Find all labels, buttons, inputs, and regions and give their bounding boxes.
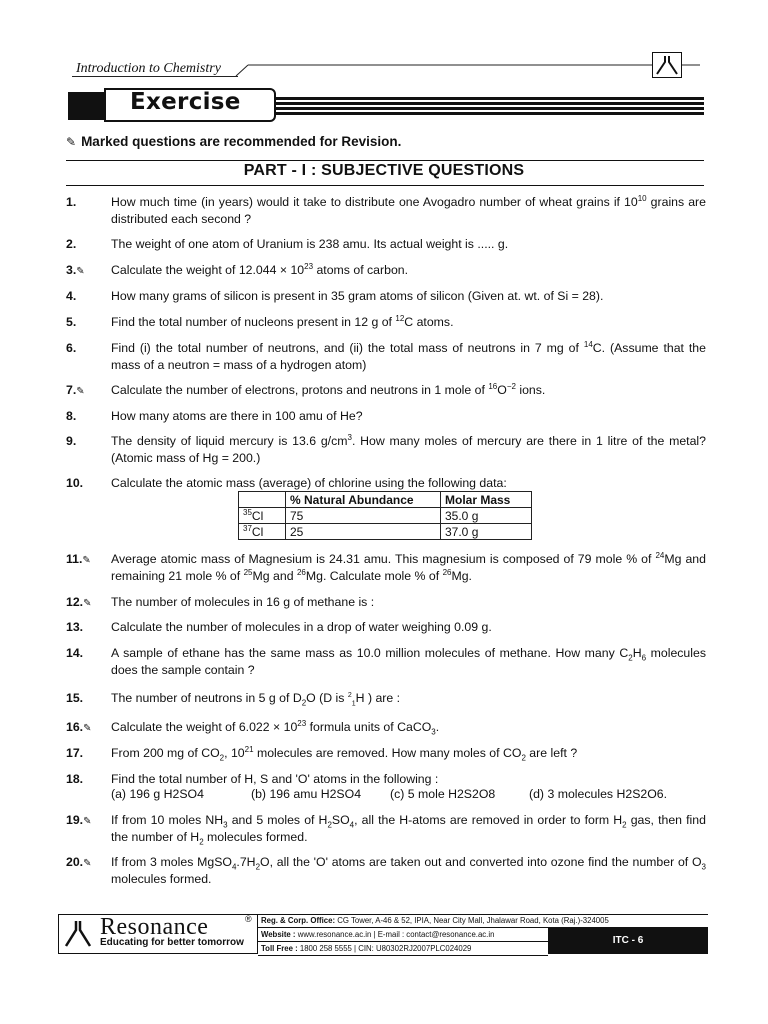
- pencil-icon: ✎: [66, 135, 77, 149]
- molar-mass-cell: 37.0 g: [441, 524, 532, 540]
- part-rule-top: [66, 160, 704, 161]
- header-slant-rule: [236, 64, 700, 77]
- question-20: 20.✎ If from 3 moles $MgSO_4.7H_2O$, all the 'O' atoms are taken out and converted into ozone find the number of $O_3$ molecules formed.: [66, 855, 706, 886]
- question-1: 1. How much time (in years) would it take to distribute one Avogadro number of wheat grains if $10^{10}$ grains are distributed each second ?: [66, 193, 706, 226]
- question-19: 19.✎ If from 10 moles $NH_3$ and 5 moles of $H_2SO_4$, all the H-atoms are removed in order to form $H_2$ gas, then find the number of $H_2$ molecules formed.: [66, 813, 706, 847]
- footer-brand: Resonance: [100, 914, 209, 940]
- question-7: 7.✎ Calculate the number of electrons, protons and neutrons in 1 mole of $^{16}O^{-2}$ ions.: [66, 381, 546, 397]
- question-8: 8. How many atoms are there in 100 amu of He?: [66, 409, 363, 423]
- chapter-title: Introduction to Chemistry: [76, 61, 221, 76]
- option-b: (b) 196 amu H2SO4: [251, 787, 362, 801]
- isotope-table: [238, 491, 532, 540]
- question-18: 18. Find the total number of H, S and 'O' atoms in the following :: [66, 772, 439, 786]
- option-a: (a) 196 g H2SO4: [111, 787, 204, 801]
- header-rule: [72, 76, 238, 77]
- revision-note-text: Marked questions are recommended for Revision.: [81, 134, 402, 149]
- question-6: 6. Find (i) the total number of neutrons, and (ii) the total mass of neutrons in 7 mg of $^{14}$C. (Assume that the mass of a neutron = mass of a hydrogen atom): [66, 339, 706, 372]
- table-header-molar-mass: Molar Mass: [441, 492, 532, 508]
- banner-stripes: [274, 97, 704, 117]
- isotope-cell: $^{37}$Cl: [239, 524, 286, 540]
- resonance-emblem-icon: [62, 918, 94, 950]
- registered-mark: ®: [245, 914, 252, 924]
- question-16: 16.✎ Calculate the weight of $6.022 \times 10^{23}$ formula units of CaCO$_3$.: [66, 718, 440, 737]
- footer-reg-line: Reg. & Corp. Office: CG Tower, A-46 & 52, IPIA, Near City Mall, Jhalawar Road, Kota (Raj.)-324005: [258, 914, 548, 928]
- question-5: 5. Find the total number of nucleons present in 12 g of $^{12}$C atoms.: [66, 313, 454, 329]
- question-14: 14. A sample of ethane has the same mass as 10.0 million molecules of methane. How many $C_2H_6$ molecules does the sample contain ?: [66, 646, 706, 677]
- question-17: 17. From 200 mg of $CO_2$, $10^{21}$ molecules are removed. How many moles of $CO_2$ are left ?: [66, 744, 578, 763]
- question-4: 4. How many grams of silicon is present in 35 gram atoms of silicon (Given at. wt. of Si = 28).: [66, 289, 604, 303]
- abundance-cell: 75: [286, 508, 441, 524]
- table-header-blank: [239, 492, 286, 508]
- question-3: 3.✎ Calculate the weight of $12.044 \times 10^{23}$ atoms of carbon.: [66, 261, 409, 277]
- banner-black-block: [68, 92, 108, 120]
- resonance-logo-icon: [652, 52, 682, 78]
- footer-tagline: Educating for better tomorrow: [100, 937, 244, 948]
- question-2: 2. The weight of one atom of Uranium is 238 amu. Its actual weight is ..... g.: [66, 237, 509, 251]
- revision-note: [66, 134, 401, 149]
- question-13: 13. Calculate the number of molecules in a drop of water weighing 0.09 g.: [66, 620, 492, 634]
- footer-toll-line: Toll Free : 1800 258 5555 | CIN: U80302RJ2007PLC024029: [258, 942, 548, 956]
- exercise-heading: Exercise: [130, 89, 241, 115]
- question-12: 12.✎ The number of molecules in 16 g of methane is :: [66, 595, 375, 609]
- option-c: (c) 5 mole H2S2O8: [390, 787, 496, 801]
- footer-info: [258, 914, 609, 956]
- question-9: 9. The density of liquid mercury is 13.6 $g/cm^3$. How many moles of mercury are there in 1 litre of the metal? (Atomic mass of Hg = 200.): [66, 432, 707, 465]
- footer-web-line: Website : www.resonance.ac.in | E-mail : contact@resonance.ac.in: [258, 928, 548, 942]
- table-row: [239, 524, 532, 540]
- part-rule-bottom: [66, 185, 704, 186]
- part-title: PART - I : SUBJECTIVE QUESTIONS: [243, 162, 525, 179]
- page-code: ITC - 6: [548, 927, 708, 954]
- question-15: 15. The number of neutrons in 5 g of $D_2O$ (D is $^2_1$H ) are :: [66, 691, 401, 708]
- table-row: [239, 508, 532, 524]
- molar-mass-cell: 35.0 g: [441, 508, 532, 524]
- question-10: 10. Calculate the atomic mass (average) of chlorine using the following data:: [66, 476, 507, 490]
- table-header-row: [239, 492, 532, 508]
- abundance-cell: 25: [286, 524, 441, 540]
- table-header-abundance: % Natural Abundance: [286, 492, 441, 508]
- isotope-cell: $^{35}$Cl: [239, 508, 286, 524]
- option-d: (d) 3 molecules H2S2O6.: [529, 787, 668, 801]
- question-11: 11.✎ Average atomic mass of Magnesium is 24.31 amu. This magnesium is composed of 79 mole % of $^{24}$Mg and remaining 21 mole % of $^{25}$Mg and $^{26}$Mg. Calculate mole % of $^{26}$Mg.: [66, 550, 706, 583]
